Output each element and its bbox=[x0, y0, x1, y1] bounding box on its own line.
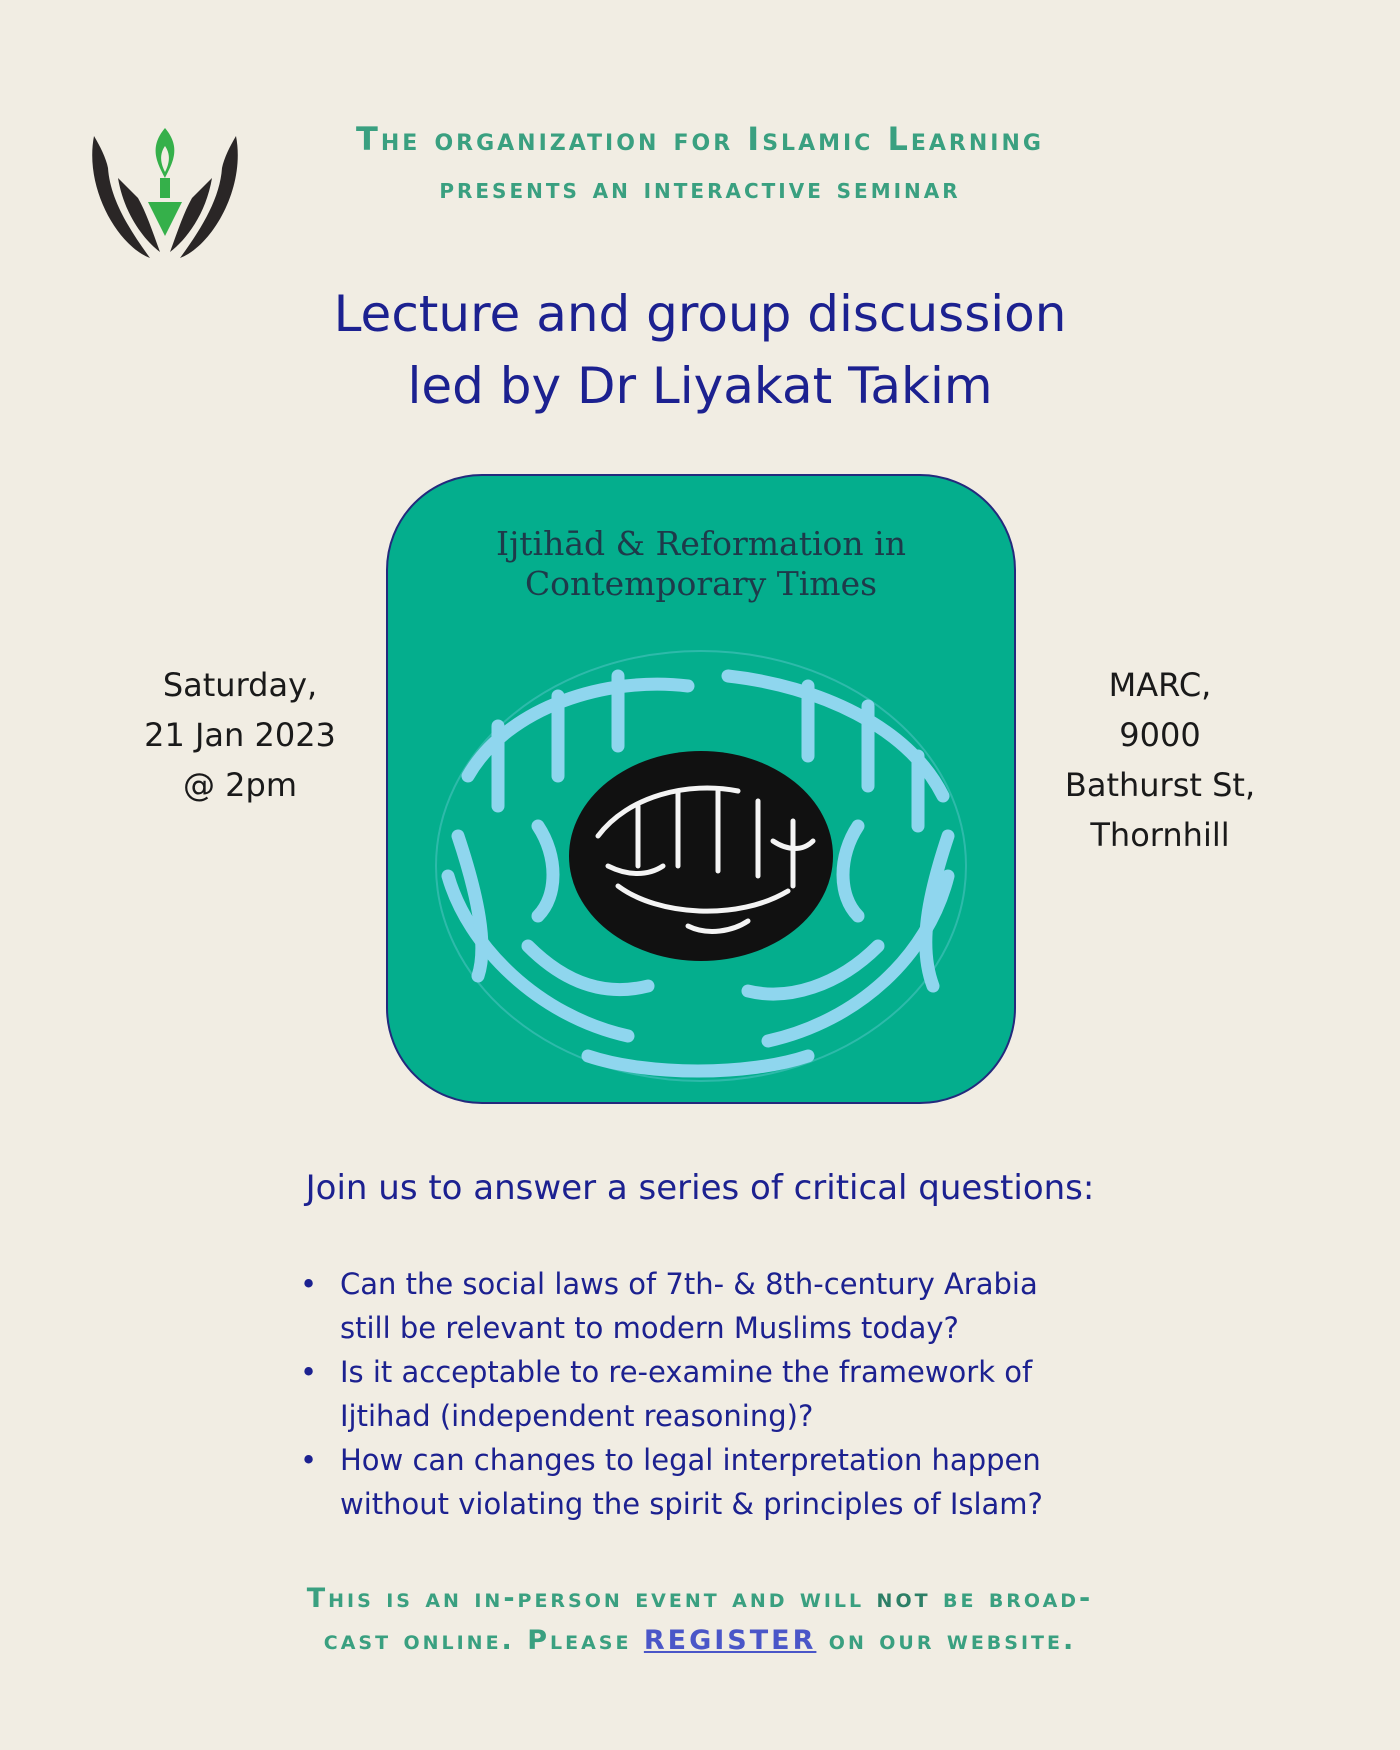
organization-heading: The organization for Islamic Learning bbox=[356, 120, 1044, 158]
event-notice bbox=[200, 1578, 1200, 1662]
venue-name: MARC, bbox=[1108, 666, 1212, 704]
not-emphasis: not bbox=[876, 1583, 931, 1614]
venue-city: Thornhill bbox=[1090, 816, 1230, 854]
arabic-calligraphy-emblem-icon bbox=[388, 476, 1014, 1102]
venue-number: 9000 bbox=[1119, 716, 1201, 754]
event-full-date: 21 Jan 2023 bbox=[144, 716, 336, 754]
question-item: • Is it acceptable to re-examine the framework of Ijtihad (independent reasoning)? bbox=[300, 1350, 1160, 1438]
presents-subheading: presents an interactive seminar bbox=[439, 172, 961, 205]
venue-street: Bathurst St, bbox=[1064, 766, 1256, 804]
seminar-card-title-line1: Ijtihād & Reformation in bbox=[496, 524, 906, 563]
register-link[interactable]: REGISTER bbox=[643, 1625, 817, 1656]
lecture-title-line2: led by Dr Liyakat Takim bbox=[407, 357, 993, 415]
seminar-card-title-line2: Contemporary Times bbox=[524, 564, 878, 603]
event-notice-line1: This is an in-person event and will not be broad- bbox=[306, 1583, 1094, 1614]
question-item: • How can changes to legal interpretation happen without violating the spirit & principles of Islam? bbox=[300, 1438, 1160, 1526]
event-time: @ 2pm bbox=[182, 766, 297, 804]
event-date bbox=[120, 660, 360, 810]
lecture-title-line1: Lecture and group discussion bbox=[333, 285, 1067, 343]
lecture-title bbox=[200, 278, 1200, 422]
seminar-card bbox=[386, 474, 1016, 1104]
question-item: • Can the social laws of 7th- & 8th-century Arabia still be relevant to modern Muslims today? bbox=[300, 1262, 1160, 1350]
question-list bbox=[300, 1262, 1160, 1526]
event-venue bbox=[1050, 660, 1270, 860]
join-prompt: Join us to answer a series of critical questions: bbox=[305, 1168, 1095, 1208]
organization-logo-icon bbox=[88, 118, 242, 264]
event-day: Saturday, bbox=[162, 666, 318, 704]
event-notice-line2: cast online. Please REGISTER on our website. bbox=[323, 1625, 1077, 1656]
